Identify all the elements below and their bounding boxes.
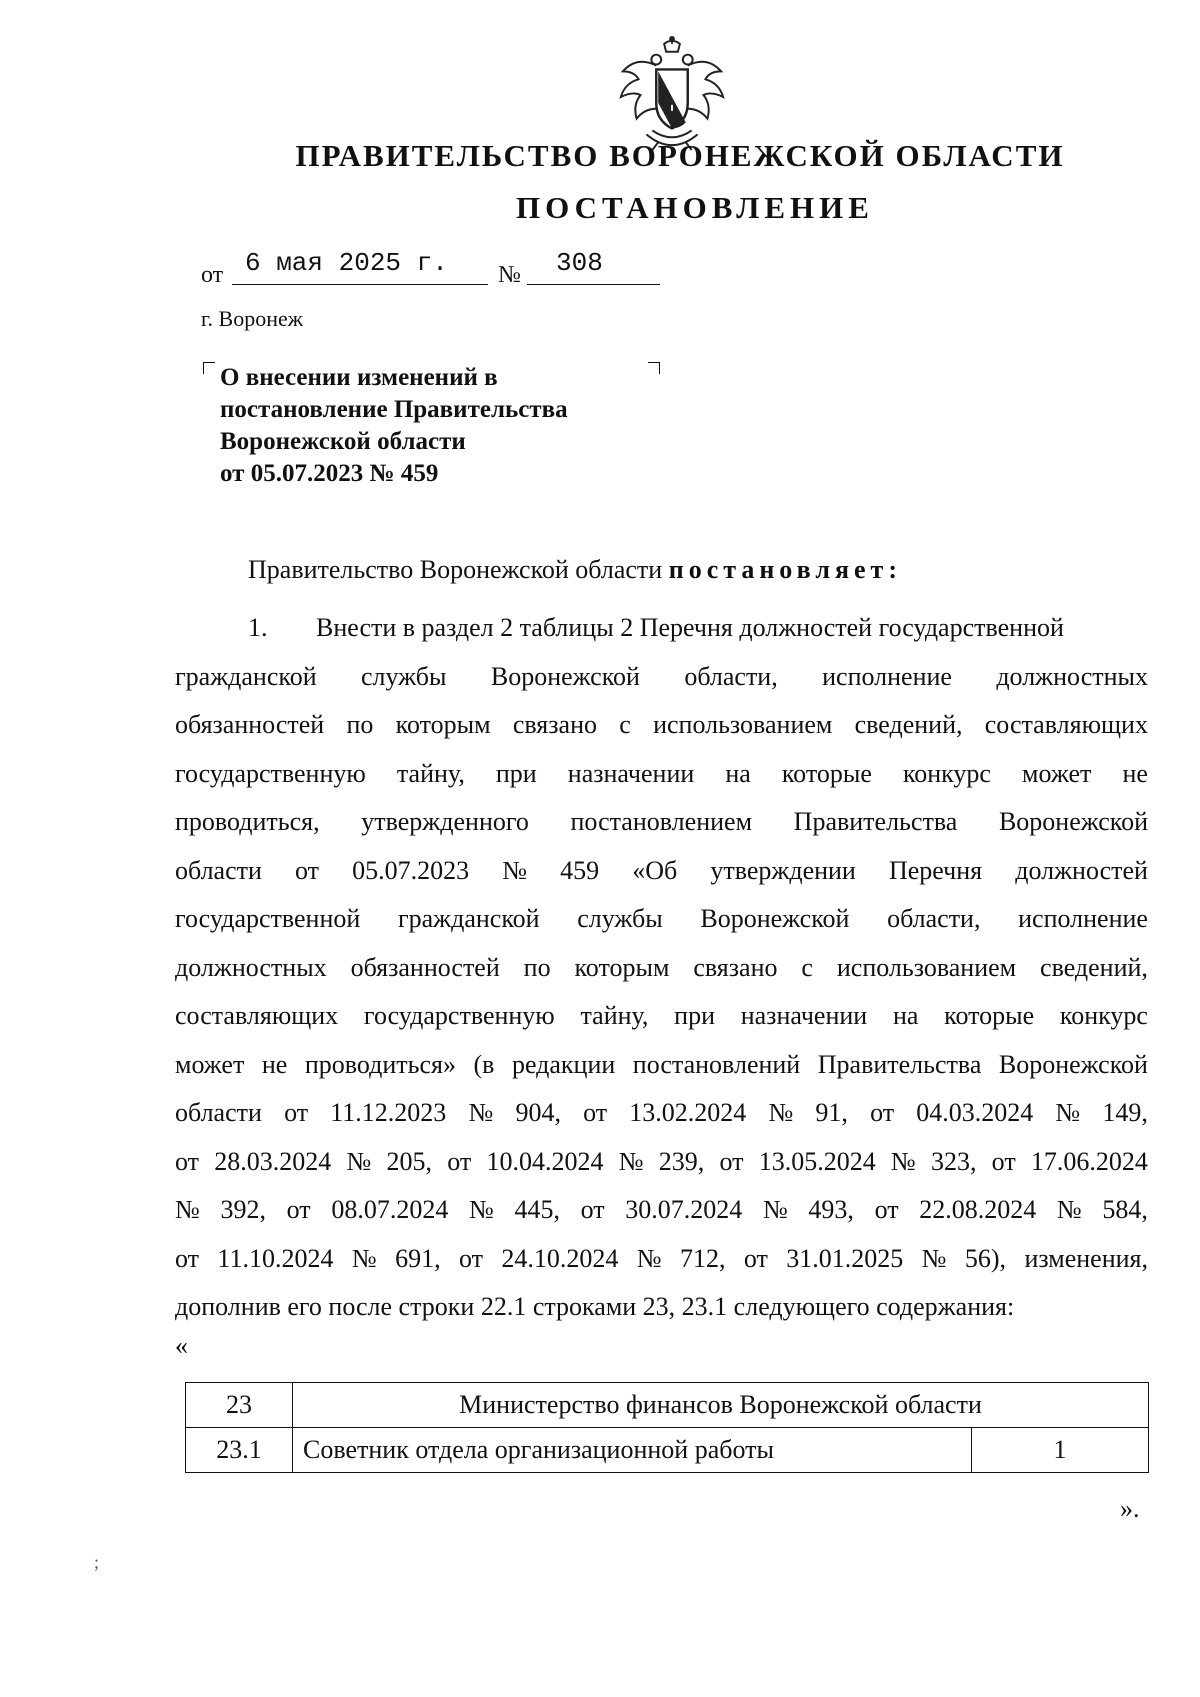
date-underline — [232, 284, 488, 285]
table-cell-number: 23 — [186, 1383, 293, 1428]
city-label: г. Воронеж — [201, 306, 303, 331]
preamble-verb: постановляет: — [668, 555, 902, 584]
paragraph-first-line: Внести в раздел 2 таблицы 2 Перечня должностей государственной — [316, 613, 1064, 642]
paragraph-line: области от 05.07.2023 № 459 «Об утверждении Перечня должностей — [175, 855, 1148, 885]
table-cell-count: 1 — [972, 1428, 1149, 1473]
item-number: 1. — [248, 613, 268, 642]
paragraph-line: гражданской службы Воронежской области, исполнение должностных — [175, 661, 1148, 691]
paragraph-line: области от 11.12.2023 № 904, от 13.02.2024 № 91, от 04.03.2024 № 149, — [175, 1098, 1148, 1127]
number-prefix: № — [498, 262, 521, 288]
document-type-title: ПОСТАНОВЛЕНИЕ — [516, 190, 874, 225]
paragraph-line: от 28.03.2024 № 205, от 10.04.2024 № 239, от 13.05.2024 № 323, от 17.06.2024 — [175, 1146, 1148, 1176]
date-prefix: от — [201, 262, 224, 288]
amendment-table — [185, 1382, 1149, 1473]
paragraph-line: составляющих государственную тайну, при назначении на которые конкурс — [175, 1001, 1148, 1030]
table-cell-number: 23.1 — [186, 1428, 293, 1473]
item-1-paragraph — [175, 604, 1148, 1332]
paragraph-line: проводиться, утвержденного постановлением Правительства Воронежской — [175, 807, 1148, 836]
paragraph-line: должностных обязанностей по которым связано с использованием сведений, — [175, 952, 1148, 982]
document-number: 308 — [556, 248, 603, 278]
preamble-text: Правительство Воронежской области — [248, 555, 663, 584]
document-date: 6 мая 2025 г. — [245, 248, 448, 278]
paragraph-line: обязанностей по которым связано с использованием сведений, составляющих — [175, 710, 1148, 739]
table-row — [186, 1383, 1149, 1428]
government-title: ПРАВИТЕЛЬСТВО ВОРОНЕЖСКОЙ ОБЛАСТИ — [295, 138, 1065, 173]
paragraph-line: дополнив его после строки 22.1 строками 23, 23.1 следующего содержания: — [175, 1292, 1015, 1321]
paragraph-line: от 11.10.2024 № 691, от 24.10.2024 № 712, от 31.01.2025 № 56), изменения, — [175, 1243, 1148, 1273]
subject-corner-right — [648, 362, 660, 374]
subject-line: Воронежской области — [220, 428, 466, 455]
document-subject — [220, 362, 568, 490]
subject-corner-left — [203, 362, 215, 374]
closing-quote: ». — [1120, 1494, 1140, 1523]
paragraph-line: № 392, от 08.07.2024 № 445, от 30.07.2024 № 493, от 22.08.2024 № 584, — [175, 1195, 1148, 1224]
paragraph-line — [175, 604, 1148, 653]
paragraph-line: государственную тайну, при назначении на которые конкурс может не — [175, 758, 1148, 788]
subject-line: от 05.07.2023 № 459 — [220, 460, 439, 487]
preamble — [248, 555, 902, 585]
subject-line: О внесении изменений в — [220, 364, 498, 391]
number-underline — [527, 284, 660, 285]
opening-quote: « — [175, 1331, 188, 1360]
table-cell-ministry: Министерство финансов Воронежской области — [293, 1383, 1149, 1428]
table-cell-position: Советник отдела организационной работы — [293, 1428, 972, 1473]
coat-of-arms-emblem — [613, 36, 731, 154]
paragraph-line: государственной гражданской службы Воронежской области, исполнение — [175, 904, 1148, 933]
margin-mark: ; — [94, 1552, 100, 1572]
paragraph-line: может не проводиться» (в редакции постановлений Правительства Воронежской — [175, 1049, 1148, 1079]
table-row — [186, 1428, 1149, 1473]
subject-line: постановление Правительства — [220, 396, 568, 423]
